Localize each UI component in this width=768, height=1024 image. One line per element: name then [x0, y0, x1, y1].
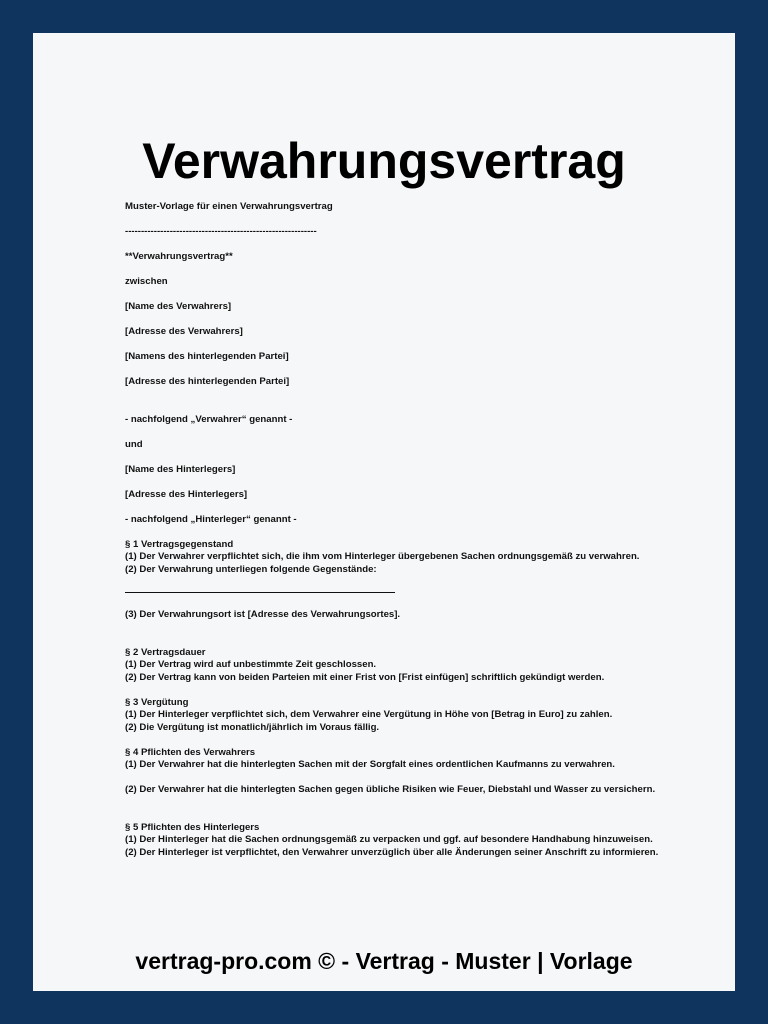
- depositor-address: [Adresse des Hinterlegers]: [125, 488, 248, 500]
- depositary-address: [Adresse des Verwahrers]: [125, 326, 243, 337]
- section-1-paragraph-1: (1) Der Verwahrer verpflichtet sich, die ihm vom Hinterleger übergebenen Sachen ordnungsgemäß zu verwahren.: [125, 551, 640, 562]
- document-title: Verwahrungsvertrag: [142, 133, 626, 189]
- section-3-paragraph-1: (1) Der Hinterleger verpflichtet sich, dem Verwahrer eine Vergütung in Höhe von [Betrag in Euro] zu zahlen.: [125, 709, 613, 720]
- between-text: zwischen: [125, 276, 168, 287]
- separator-line: ------------------------------------------------------------: [125, 226, 317, 237]
- footer-text: vertrag-pro.com © - Vertrag - Muster | Vorlage: [135, 948, 633, 974]
- section-2-paragraph-2: (2) Der Vertrag kann von beiden Parteien mit einer Frist von [Frist einfügen] schriftlich gekündigt werden.: [125, 671, 605, 683]
- section-1-paragraph-3: (3) Der Verwahrungsort ist [Adresse des Verwahrungsortes].: [125, 609, 401, 620]
- section-1-paragraph-2: (2) Der Verwahrung unterliegen folgende Gegenstände:: [125, 563, 377, 575]
- intro-text: Muster-Vorlage für einen Verwahrungsvertrag: [125, 201, 333, 212]
- depositing-party-name: [Namens des hinterlegenden Partei]: [125, 351, 289, 362]
- section-5-heading: § 5 Pflichten des Hinterlegers: [125, 821, 260, 833]
- depositor-name: [Name des Hinterlegers]: [125, 463, 236, 475]
- contract-heading: **Verwahrungsvertrag**: [125, 251, 233, 262]
- depositing-party-address: [Adresse des hinterlegenden Partei]: [125, 376, 290, 387]
- document-page: [33, 33, 735, 991]
- depositary-name: [Name des Verwahrers]: [125, 301, 232, 312]
- section-2-heading: § 2 Vertragsdauer: [125, 646, 206, 658]
- section-1-heading: § 1 Vertragsgegenstand: [125, 538, 234, 550]
- section-3-heading: § 3 Vergütung: [125, 696, 189, 708]
- section-3-paragraph-2: (2) Die Vergütung ist monatlich/jährlich im Voraus fällig.: [125, 721, 380, 733]
- and-text: und: [125, 438, 143, 450]
- section-2-paragraph-1: (1) Der Vertrag wird auf unbestimmte Zeit geschlossen.: [125, 659, 377, 670]
- section-4-paragraph-1: (1) Der Verwahrer hat die hinterlegten Sachen mit der Sorgfalt eines ordentlichen Kaufmanns zu verwahren.: [125, 759, 615, 770]
- depositary-alias: - nachfolgend „Verwahrer“ genannt -: [125, 413, 293, 425]
- document-body: [125, 201, 665, 859]
- section-4-paragraph-2: (2) Der Verwahrer hat die hinterlegten Sachen gegen übliche Risiken wie Feuer, Diebstahl und Wasser zu versichern.: [125, 784, 656, 795]
- depositor-alias: - nachfolgend „Hinterleger“ genannt -: [125, 513, 297, 525]
- section-5-paragraph-1: (1) Der Hinterleger hat die Sachen ordnungsgemäß zu verpacken und ggf. auf besondere Handhabung hinzuweisen.: [125, 834, 653, 845]
- section-4-heading: § 4 Pflichten des Verwahrers: [125, 746, 256, 758]
- section-5-paragraph-2: (2) Der Hinterleger ist verpflichtet, den Verwahrer unverzüglich über alle Änderungen seiner Anschrift zu informieren.: [125, 846, 659, 858]
